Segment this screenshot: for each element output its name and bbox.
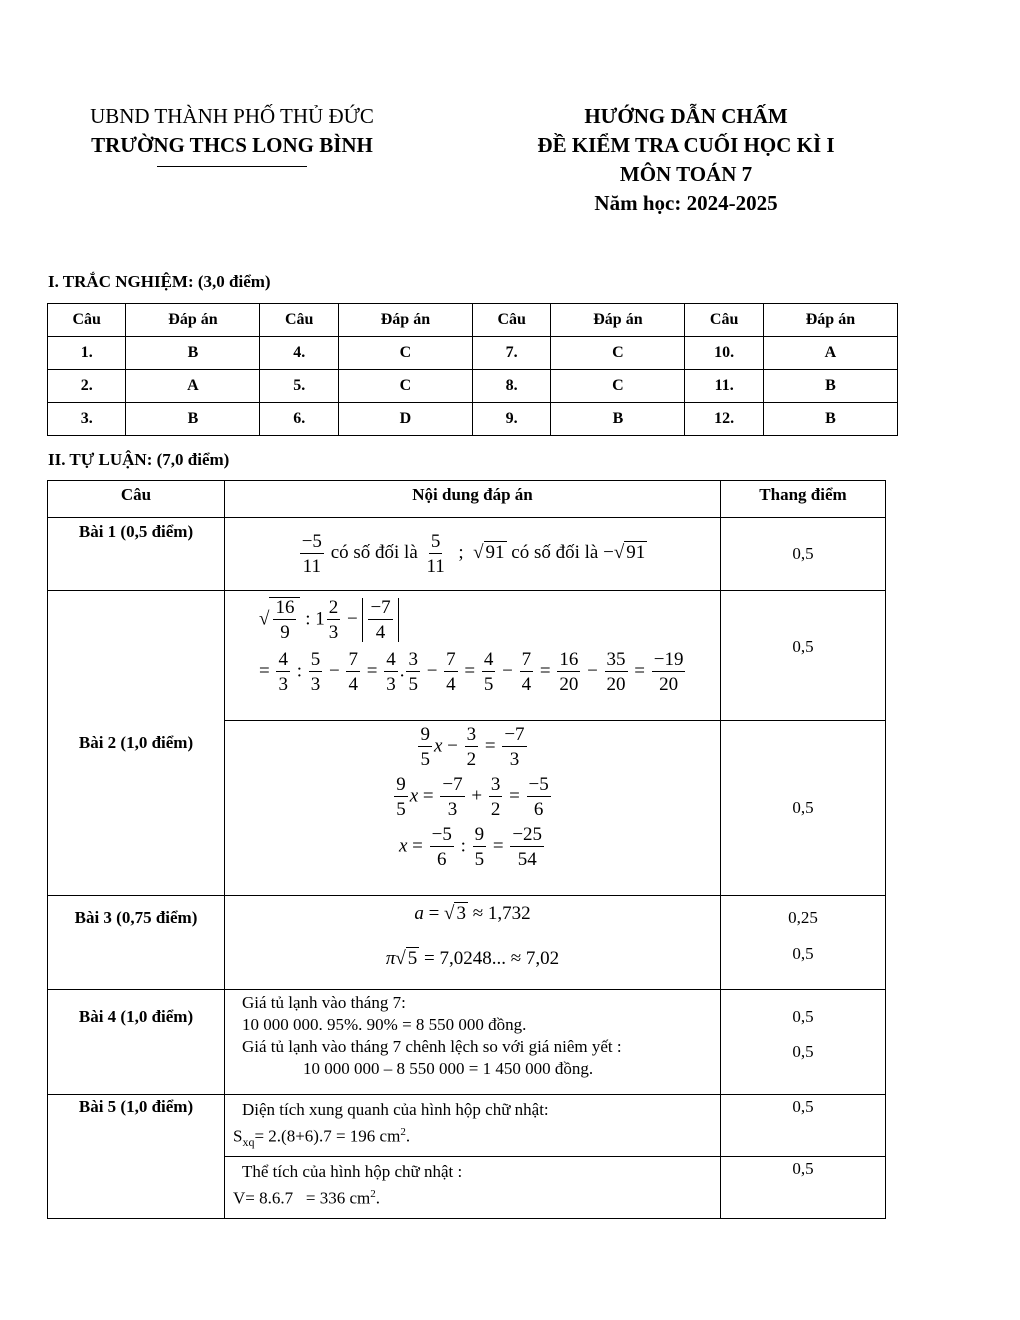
bai3-line1-tail: ≈ 1,732 bbox=[472, 903, 531, 924]
bai2-content-1 bbox=[225, 591, 721, 721]
bai3-row bbox=[48, 896, 886, 990]
bai2-score-2: 0,5 bbox=[721, 721, 886, 896]
bai3-score-1: 0,25 bbox=[788, 908, 818, 927]
table-cell: 7. bbox=[472, 337, 550, 370]
mc-header-row bbox=[48, 304, 898, 337]
doc-title-1: HƯỚNG DẪN CHẤM bbox=[584, 104, 788, 128]
mc-header: Đáp án bbox=[763, 304, 897, 337]
bai4-line2: 10 000 000. 95%. 90% = 8 550 000 đồng. bbox=[242, 1015, 527, 1034]
table-cell: B bbox=[763, 370, 897, 403]
bai5-line4: V= 8.6.7 = 336 cm bbox=[233, 1188, 371, 1208]
mc-header: Câu bbox=[472, 304, 550, 337]
bai2-eq-line1: $\frac{9}{5}$ x − $\frac{3}{2}$ = $\frac{-7}{3}$ bbox=[420, 724, 525, 770]
bai1-label: Bài 1 (0,5 điểm) bbox=[48, 518, 225, 591]
section1-title: I. TRẮC NGHIỆM: (3,0 điểm) bbox=[48, 272, 271, 291]
bai1-content bbox=[225, 518, 721, 591]
bai3-label: Bài 3 (0,75 điểm) bbox=[48, 896, 225, 990]
bai4-line4: 10 000 000 – 8 550 000 = 1 450 000 đồng. bbox=[303, 1059, 594, 1078]
bai5-row-1 bbox=[48, 1095, 886, 1157]
bai5-content-2 bbox=[225, 1157, 721, 1219]
mc-header: Câu bbox=[685, 304, 763, 337]
bai5-content-1 bbox=[225, 1095, 721, 1157]
table-cell: A bbox=[126, 370, 260, 403]
doc-subject: MÔN TOÁN 7 bbox=[619, 162, 753, 186]
bai5-score-1: 0,5 bbox=[721, 1095, 886, 1157]
bai1-score: 0,5 bbox=[721, 518, 886, 591]
essay-table bbox=[47, 480, 886, 1219]
bai2-row-1 bbox=[48, 591, 886, 721]
table-cell: B bbox=[763, 403, 897, 436]
header-cau: Câu bbox=[48, 481, 225, 518]
bai1-row bbox=[48, 518, 886, 591]
bai4-score-1: 0,5 bbox=[792, 1007, 814, 1026]
table-cell: D bbox=[338, 403, 472, 436]
school-name: TRƯỜNG THCS LONG BÌNH bbox=[91, 133, 373, 157]
table-row bbox=[48, 403, 898, 436]
mc-header: Câu bbox=[48, 304, 126, 337]
table-cell: C bbox=[551, 337, 685, 370]
bai3-scores bbox=[721, 896, 886, 990]
bai3-content bbox=[225, 896, 721, 990]
mc-header: Câu bbox=[260, 304, 338, 337]
doc-year: Năm học: 2024-2025 bbox=[594, 191, 778, 215]
table-cell: 12. bbox=[685, 403, 763, 436]
mc-header: Đáp án bbox=[338, 304, 472, 337]
bai2-eq-line3: x = $\frac{-5}{6}$ : $\frac{9}{5}$ = $\frac{-25}{54}$ bbox=[398, 824, 543, 870]
mc-header: Đáp án bbox=[551, 304, 685, 337]
bai4-score-2: 0,5 bbox=[792, 1042, 814, 1061]
table-cell: 8. bbox=[472, 370, 550, 403]
table-cell: A bbox=[763, 337, 897, 370]
multiple-choice-table bbox=[47, 303, 898, 436]
essay-header-row bbox=[48, 481, 886, 518]
header-thang-diem: Thang điểm bbox=[721, 481, 886, 518]
bai4-scores bbox=[721, 990, 886, 1095]
bai2-label: Bài 2 (1,0 điểm) bbox=[48, 591, 225, 896]
bai5-line2: $S_{xq}= 2.(8+6).7 = 196$ $cm^2$. bbox=[233, 1126, 411, 1150]
bai2-score-1: 0,5 bbox=[721, 591, 886, 721]
doc-title-2: ĐỀ KIỂM TRA CUỐI HỌC KÌ I bbox=[537, 133, 835, 157]
table-cell: 6. bbox=[260, 403, 338, 436]
document-title-block bbox=[436, 102, 936, 218]
table-cell: C bbox=[338, 337, 472, 370]
school-header bbox=[48, 102, 416, 160]
bai5-line2-tail: = 2.(8+6).7 = 196 cm bbox=[254, 1126, 401, 1146]
bai5-score-2: 0,5 bbox=[721, 1157, 886, 1219]
table-cell: C bbox=[338, 370, 472, 403]
bai1-text2: có số đối là bbox=[511, 542, 599, 564]
bai4-content bbox=[225, 990, 721, 1095]
bai3-line2-tail: = 7,0248... ≈ 7,02 bbox=[424, 948, 560, 969]
table-cell: B bbox=[126, 337, 260, 370]
table-cell: B bbox=[126, 403, 260, 436]
table-cell: 5. bbox=[260, 370, 338, 403]
table-cell: 2. bbox=[48, 370, 126, 403]
bai5-line3: Thể tích của hình hộp chữ nhật : bbox=[242, 1162, 463, 1181]
table-cell: 10. bbox=[685, 337, 763, 370]
table-cell: 3. bbox=[48, 403, 126, 436]
bai1-expression: $\frac{-5}{11}$ có số đối là $\frac{5}{11}$ ; √ 91 có số đối là −√ 91 bbox=[301, 531, 646, 577]
header-noi-dung: Nội dung đáp án bbox=[225, 481, 721, 518]
district-name: UBND THÀNH PHỐ THỦ ĐỨC bbox=[90, 104, 374, 128]
bai2-content-2 bbox=[225, 721, 721, 896]
bai5-line1: Diện tích xung quanh của hình hộp chữ nhật: bbox=[242, 1100, 549, 1119]
mc-header: Đáp án bbox=[126, 304, 260, 337]
table-row bbox=[48, 337, 898, 370]
bai1-text1: có số đối là bbox=[330, 542, 418, 564]
table-cell: 9. bbox=[472, 403, 550, 436]
bai5-line4-wrap: V= 8.6.7 = 336 $cm^2$. bbox=[233, 1188, 380, 1208]
bai2-expression: √ $\frac{16}{9}$ : 1 $\frac{2}{3}$ − $\frac{-7}{4}$ bbox=[259, 597, 720, 642]
bai5-label: Bài 5 (1,0 điểm) bbox=[48, 1095, 225, 1219]
bai4-row bbox=[48, 990, 886, 1095]
bai4-line3: Giá tủ lạnh vào tháng 7 chênh lệch so với giá niêm yết : bbox=[242, 1037, 622, 1056]
table-cell: C bbox=[551, 370, 685, 403]
bai2-eq-line2: $\frac{9}{5}$ x = $\frac{-7}{3}$ + $\frac{3}{2}$ = $\frac{-5}{6}$ bbox=[396, 774, 549, 820]
header-divider bbox=[157, 166, 307, 167]
bai3-line2: π√ 5 = 7,0248... ≈ 7,02 bbox=[385, 948, 560, 969]
bai3-line1: a = √ 3 ≈ 1,732 bbox=[414, 903, 531, 924]
table-cell: 11. bbox=[685, 370, 763, 403]
table-cell: B bbox=[551, 403, 685, 436]
table-row bbox=[48, 370, 898, 403]
bai3-score-2: 0,5 bbox=[792, 944, 814, 963]
table-cell: 1. bbox=[48, 337, 126, 370]
section2-title: II. TỰ LUẬN: (7,0 điểm) bbox=[48, 450, 230, 469]
table-cell: 4. bbox=[260, 337, 338, 370]
bai4-line1: Giá tủ lạnh vào tháng 7: bbox=[242, 993, 406, 1012]
bai4-label: Bài 4 (1,0 điểm) bbox=[48, 990, 225, 1095]
bai2-steps: = $\frac{4}{3}$ : $\frac{5}{3}$ − $\frac{7}{4}$ = $\frac{4}{3}$ . $\frac{3}{5}$ − $\frac{7}{4}$ = $\frac{4}{5}$ − $\frac{7}{4}$ = $\frac{16}{20}$ − $\frac{35}{20}$ = $\frac{-19}{20}$ bbox=[259, 649, 684, 695]
